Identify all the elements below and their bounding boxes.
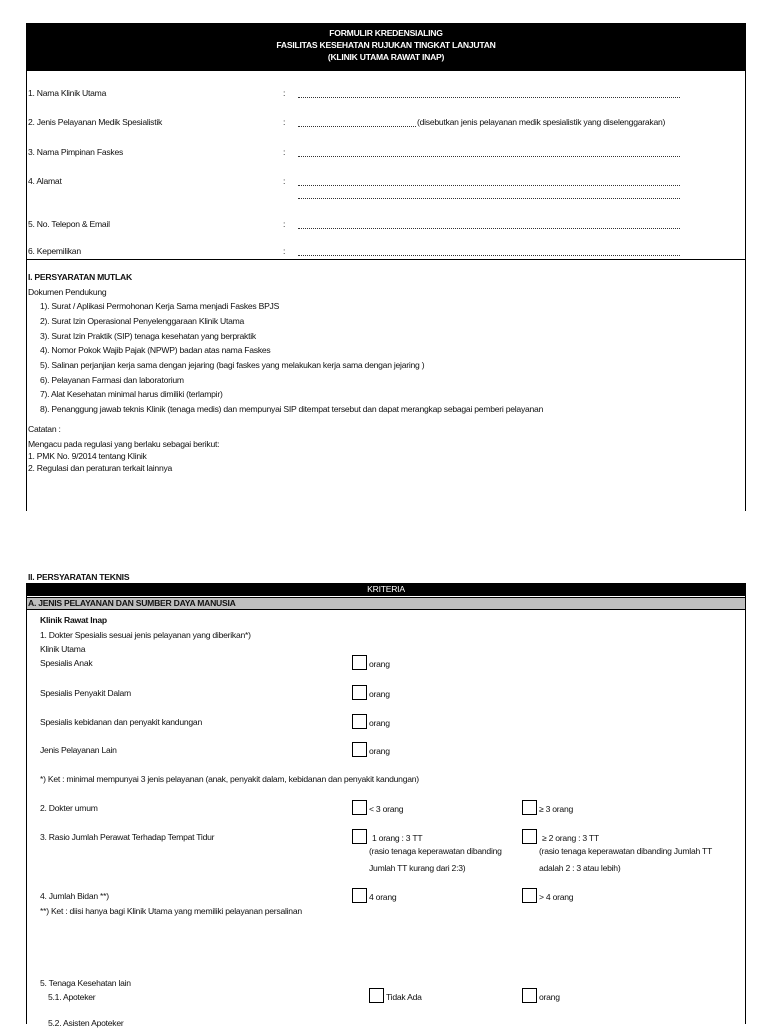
dokumen-item: 2). Surat Izin Operasional Penyelenggaraan Klinik Utama [40,316,245,326]
option-label: 1 orang : 3 TT [372,833,423,843]
option-note: Jumlah TT kurang dari 2:3) [369,863,466,873]
q51-label: 5.1. Apoteker [48,992,96,1002]
field-colon: : [283,246,286,256]
catatan-line: 2. Regulasi dan peraturan terkait lainnya [28,463,173,473]
dokumen-item: 8). Penanggung jawab teknis Klinik (tenaga medis) dan mempunyai SIP ditempat tersebut dan dapat merangkap sebagai pemberi pelayanan [40,404,544,414]
option-label: > 4 orang [539,892,574,902]
unit-label: orang [369,659,390,669]
dokumen-item: 7). Alat Kesehatan minimal harus dimiliki (terlampir) [40,389,223,399]
option-label: < 3 orang [369,804,404,814]
dokumen-item: 6). Pelayanan Farmasi dan laboratorium [40,375,184,385]
spesialis-label: Jenis Pelayanan Lain [40,745,117,755]
spesialis-label: Spesialis kebidanan dan penyakit kandungan [40,717,202,727]
spesialis-label: Spesialis Penyakit Dalam [40,688,131,698]
field-colon: : [283,88,286,98]
alamat-input-line1[interactable] [298,185,680,186]
header-subtitle: FASILITAS KESEHATAN RUJUKAN TINGKAT LANJUTAN [276,40,496,50]
jenis-pelayanan-input[interactable] [298,126,416,127]
q1-label: 1. Dokter Spesialis sesuai jenis pelayanan yang diberikan*) [40,630,251,640]
dokter-umum-more-checkbox[interactable] [522,800,537,815]
dokumen-item: 4). Nomor Pokok Wajib Pajak (NPWP) badan atas nama Faskes [40,345,271,355]
spesialis-kebidanan-checkbox[interactable] [352,714,367,729]
kriteria-label: KRITERIA [367,584,405,594]
dokter-umum-less-checkbox[interactable] [352,800,367,815]
field-label-kepemilikan: 6. Kepemilikan [28,246,81,256]
header-type: (KLINIK UTAMA RAWAT INAP) [327,52,445,62]
rasio-1-checkbox[interactable] [352,829,367,844]
option-label: ≥ 2 orang : 3 TT [542,833,599,843]
section1-title: I. PERSYARATAN MUTLAK [28,272,132,282]
catatan-label: Catatan : [28,424,61,434]
section2-title: II. PERSYARATAN TEKNIS [28,572,130,582]
field-colon: : [283,219,286,229]
header-title: FORMULIR KREDENSIALING [329,28,443,38]
right-border [745,71,746,511]
section1-subtitle: Dokumen Pendukung [28,287,107,297]
catatan-line: 1. PMK No. 9/2014 tentang Klinik [28,451,147,461]
catatan-line: Mengacu pada regulasi yang berlaku sebagai berikut: [28,439,220,449]
option-label: 4 orang [369,892,397,902]
field-label-nama-klinik: 1. Nama Klinik Utama [28,88,107,98]
klinik-rawat-inap: Klinik Rawat Inap [40,615,107,625]
spesialis-label: Spesialis Anak [40,658,93,668]
dokumen-item: 3). Surat Izin Praktik (SIP) tenaga kesehatan yang berpraktik [40,331,256,341]
section-divider [26,259,746,260]
option-label: orang [539,992,560,1002]
field-colon: : [283,147,286,157]
q2-label: 2. Dokter umum [40,803,98,813]
field-colon: : [283,117,286,127]
ket-note: *) Ket : minimal mempunyai 3 jenis pelayanan (anak, penyakit dalam, kebidanan dan penyakit kandungan) [40,774,419,784]
pelayanan-lain-checkbox[interactable] [352,742,367,757]
spesialis-anak-checkbox[interactable] [352,655,367,670]
apoteker-count-checkbox[interactable] [522,988,537,1003]
spesialis-dalam-checkbox[interactable] [352,685,367,700]
form-header [26,23,746,71]
q4-label: 4. Jumlah Bidan **) [40,891,109,901]
q52-label: 5.2. Asisten Apoteker [48,1018,124,1028]
dokumen-item: 1). Surat / Aplikasi Permohonan Kerja Sama menjadi Faskes BPJS [40,301,280,311]
q4-note: **) Ket : diisi hanya bagi Klinik Utama yang memiliki pelayanan persalinan [40,906,302,916]
option-note: (rasio tenaga keperawatan dibanding Jumlah TT [539,846,712,856]
unit-label: orang [369,718,390,728]
telepon-input[interactable] [298,228,680,229]
dokumen-item: 5). Salinan perjanjian kerja sama dengan jejaring (bagi faskes yang melakukan kerja sama dengan jejaring ) [40,360,425,370]
rasio-2-checkbox[interactable] [522,829,537,844]
jenis-pelayanan-note: (disebutkan jenis pelayanan medik spesialistik yang diselenggarakan) [417,117,666,127]
kriteria-bar [26,583,746,596]
option-note: (rasio tenaga keperawatan dibanding [369,846,502,856]
field-colon: : [283,176,286,186]
right-border-2 [745,596,746,1024]
option-note: adalah 2 : 3 atau lebih) [539,863,621,873]
q3-label: 3. Rasio Jumlah Perawat Terhadap Tempat Tidur [40,832,215,842]
q1-sub: Klinik Utama [40,644,86,654]
apoteker-none-checkbox[interactable] [369,988,384,1003]
field-label-pimpinan: 3. Nama Pimpinan Faskes [28,147,124,157]
option-label: Tidak Ada [386,992,422,1002]
field-label-telepon: 5. No. Telepon & Email [28,219,110,229]
pimpinan-input[interactable] [298,156,680,157]
left-border-2 [26,596,27,1024]
q5-label: 5. Tenaga Kesehatan lain [40,978,131,988]
subsection-a-title: A. JENIS PELAYANAN DAN SUMBER DAYA MANUSIA [28,598,236,608]
field-label-alamat: 4. Alamat [28,176,62,186]
kepemilikan-input[interactable] [298,255,680,256]
bidan-4-checkbox[interactable] [352,888,367,903]
subsection-a-bar [26,597,746,610]
unit-label: orang [369,746,390,756]
nama-klinik-input[interactable] [298,97,680,98]
left-border [26,71,27,511]
bidan-more-checkbox[interactable] [522,888,537,903]
unit-label: orang [369,689,390,699]
option-label: ≥ 3 orang [539,804,574,814]
field-label-jenis-pelayanan: 2. Jenis Pelayanan Medik Spesialistik [28,117,163,127]
alamat-input-line2[interactable] [298,198,680,199]
